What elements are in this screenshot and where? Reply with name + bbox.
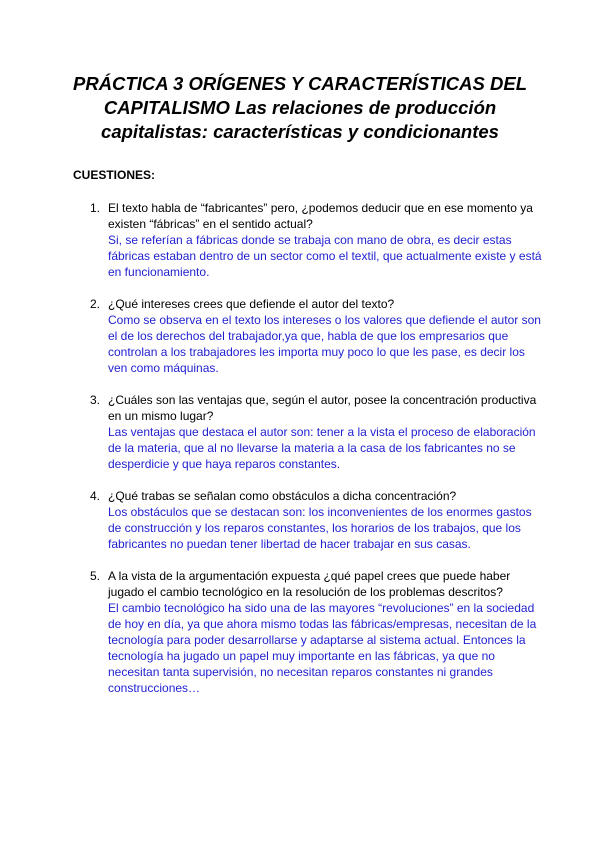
question-item-1 (73, 200, 543, 280)
question-number: 5. (90, 569, 101, 583)
question-text: ¿Qué trabas se señalan como obstáculos a dicha concentración? (108, 489, 457, 503)
question-item-3 (73, 392, 543, 472)
question-text: ¿Qué intereses crees que defiende el autor del texto? (108, 297, 395, 311)
question-text: El texto habla de “fabricantes” pero, ¿podemos deducir que en ese momento ya existen “fábricas” en el sentido actual? (108, 201, 533, 231)
questions-list (73, 200, 543, 712)
answer-text: Como se observa en el texto los intereses o los valores que defiende el autor son el de los derechos del trabajador,ya que, habla de que los empresarios que controlan a los trabajadores les importa muy poco lo que les pase, es decir los ven como máquinas. (108, 313, 541, 375)
question-number: 3. (90, 393, 101, 407)
question-number: 4. (90, 489, 101, 503)
section-heading: CUESTIONES: (73, 168, 156, 182)
question-text: ¿Cuáles son las ventajas que, según el autor, posee la concentración productiva en un mismo lugar? (108, 393, 537, 423)
answer-text: Si, se referían a fábricas donde se trabaja con mano de obra, es decir estas fábricas estaban dentro de un sector como el textil, que actualmente existe y está en funcionamiento. (108, 233, 542, 279)
question-number: 2. (90, 297, 101, 311)
question-item-4 (73, 488, 543, 552)
answer-text: Los obstáculos que se destacan son: los inconvenientes de los enormes gastos de construcción y los reparos constantes, los horarios de los trabajos, que los fabricantes no puedan tener libertad de hacer trabajar en sus casas. (108, 505, 532, 551)
question-item-2 (73, 296, 543, 376)
question-number: 1. (90, 201, 101, 215)
answer-text: El cambio tecnológico ha sido una de las mayores “revoluciones” en la sociedad de hoy en día, ya que ahora mismo todas las fábricas/empresas, necesitan de la tecnología para poder desarrollarse y adaptarse al sistema actual. Entonces la tecnología ha jugado un papel muy importante en las fábricas, ya que no necesitan tanta supervisión, no necesitan reparos constantes ni grandes construcciones… (108, 601, 537, 695)
question-item-5 (73, 568, 543, 696)
question-text: A la vista de la argumentación expuesta ¿qué papel crees que puede haber jugado el cambio tecnológico en la resolución de los problemas descritos? (108, 569, 511, 599)
answer-text: Las ventajas que destaca el autor son: tener a la vista el proceso de elaboración de la materia, que al no llevarse la materia a la casa de los fabricantes no se desperdicie y que haya reparos constantes. (108, 425, 536, 471)
document-title: PRÁCTICA 3 ORÍGENES Y CARACTERÍSTICAS DEL CAPITALISMO Las relaciones de producción capitalistas: características y condicionantes (73, 73, 527, 142)
